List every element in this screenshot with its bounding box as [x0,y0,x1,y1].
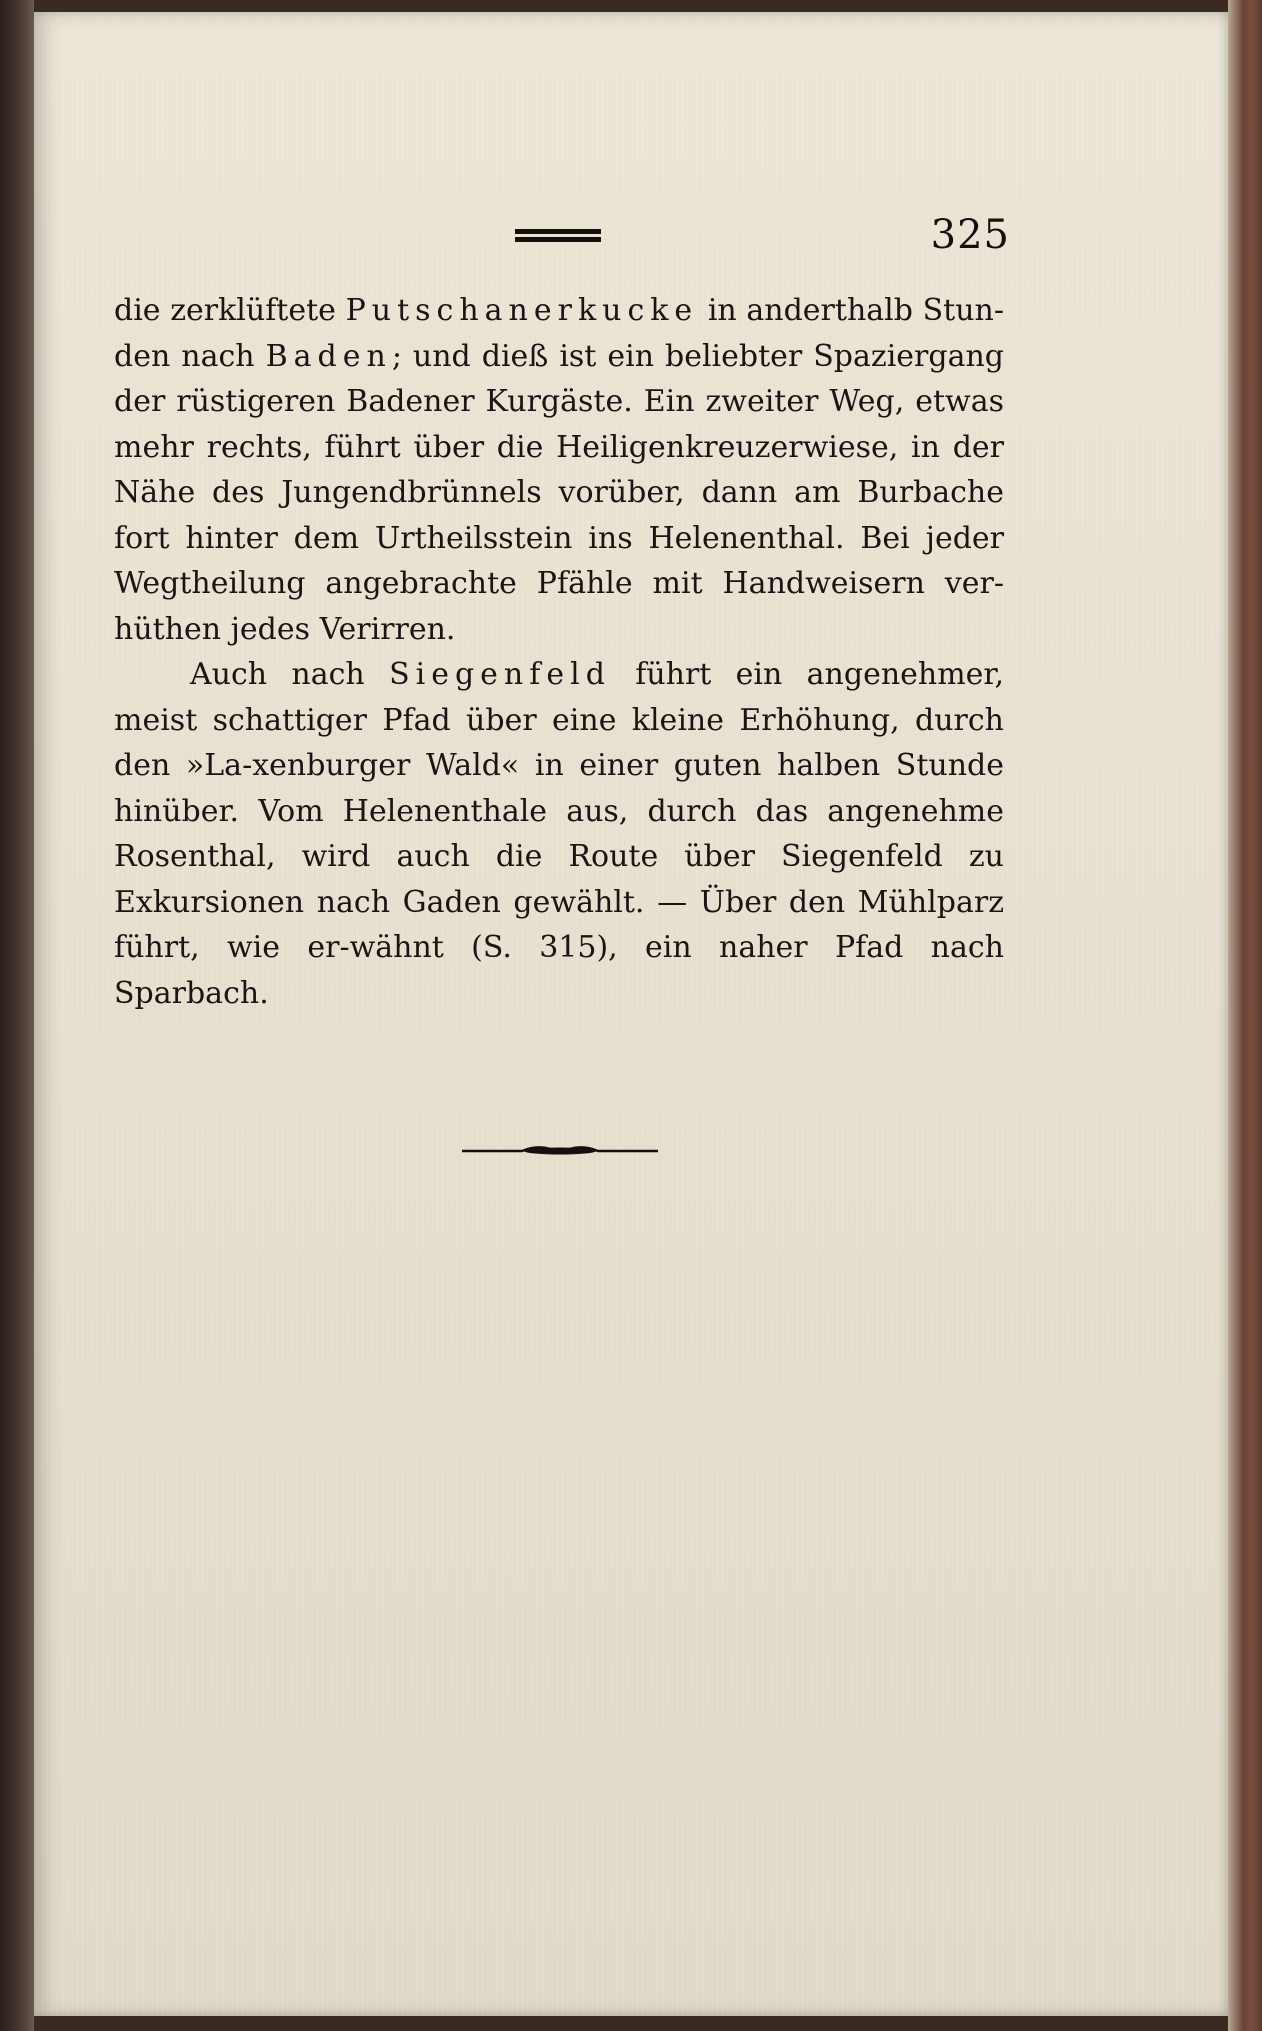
body-text [114,288,1004,1016]
header-double-rule [515,229,601,243]
spaced-place-name: Siegenfeld [389,657,611,692]
text-run: in anderthalb Stun-den nach [114,293,1004,374]
page-edge [1228,0,1262,2031]
paragraph-2 [114,652,1004,1016]
spaced-place-name: Baden [265,338,392,374]
text-run: die zerklüftete [114,293,346,328]
book-spine-shadow [0,0,34,2031]
paragraph-1 [114,288,1004,652]
page-number: 325 [930,212,1010,258]
text-run: ; und dieß ist ein beliebter Spaziergang der rüstigeren Badener Kurgäste. Ein zweiter Weg, etwas mehr rechts, führt über die Heiligenkreuzerwiese, in der Nähe des Jungendbrünnels vorüber, dann am Burbache fort hinter dem Urtheilsstein ins Helenenthal. Bei jeder Wegtheilung angebrachte Pfähle mit Handweisern ver-hüthen jedes Verirren. [114,338,1004,647]
text-run: führt ein angenehmer, meist schattiger Pfad über eine kleine Erhöhung, durch den »La-xenburger Wald« in einer guten halben Stunde hinüber. Vom Helenenthale aus, durch das angenehme Rosenthal, wird auch die Route über Siegenfeld zu Exkursionen nach Gaden gewählt. — Über den Mühlparz führt, wie er-wähnt (S. 315), ein naher Pfad nach Sparbach. [114,657,1004,1011]
ornament-center [524,1148,596,1155]
text-run: Auch nach [190,657,390,692]
header-rule-top [515,229,601,234]
section-end-ornament [462,1144,658,1158]
spaced-place-name: Putschanerkucke [345,293,699,328]
header-rule-bottom [515,237,601,242]
